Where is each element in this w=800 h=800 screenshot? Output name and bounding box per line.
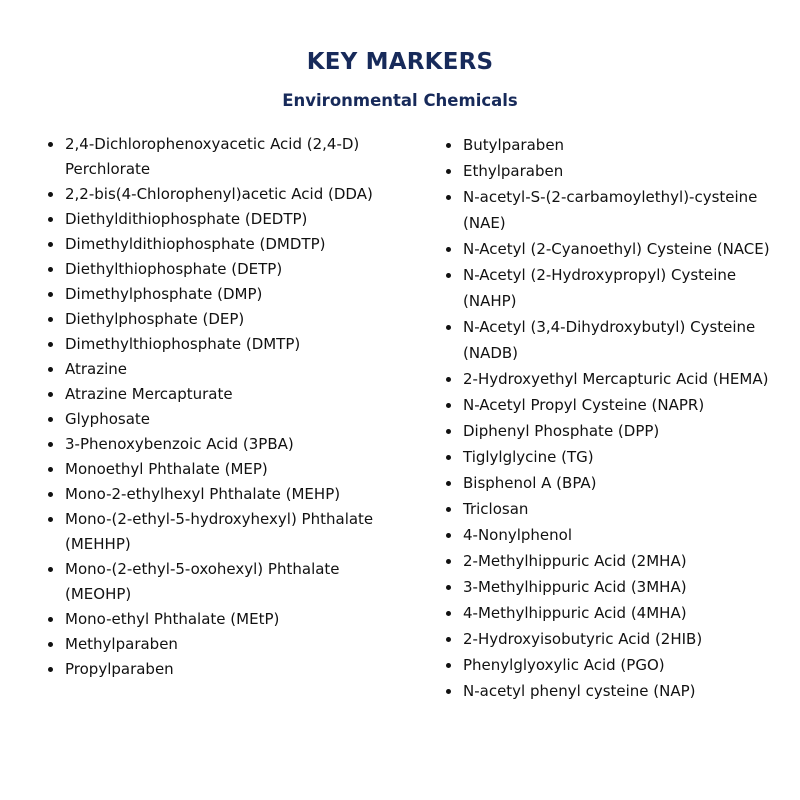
list-item: Bisphenol A (BPA) [444,470,784,496]
list-item: Ethylparaben [444,158,784,184]
list-item: 3-Phenoxybenzoic Acid (3PBA) [46,432,396,457]
list-item: 2,2-bis(4-Chlorophenyl)acetic Acid (DDA) [46,182,396,207]
list-item: Atrazine Mercapturate [46,382,396,407]
list-item: N-Acetyl (3,4-Dihydroxybutyl) Cysteine (NADB) [444,314,784,366]
list-item: Diethylthiophosphate (DETP) [46,257,396,282]
list-item: Methylparaben [46,632,396,657]
list-item: Diphenyl Phosphate (DPP) [444,418,784,444]
list-item: Monoethyl Phthalate (MEP) [46,457,396,482]
list-item: Atrazine [46,357,396,382]
list-item: Mono-ethyl Phthalate (MEtP) [46,607,396,632]
list-item: N-acetyl phenyl cysteine (NAP) [444,678,784,704]
list-item: Glyphosate [46,407,396,432]
list-item: Triclosan [444,496,784,522]
list-item: 2,4-Dichlorophenoxyacetic Acid (2,4-D) Perchlorate [46,132,396,182]
list-item: Propylparaben [46,657,396,682]
list-item: 2-Hydroxyethyl Mercapturic Acid (HEMA) [444,366,784,392]
list-item: N-Acetyl Propyl Cysteine (NAPR) [444,392,784,418]
list-item: 3-Methylhippuric Acid (3MHA) [444,574,784,600]
list-item: Diethyldithiophosphate (DEDTP) [46,207,396,232]
left-marker-list [46,132,396,682]
list-item: Tiglylglycine (TG) [444,444,784,470]
page-subtitle: Environmental Chemicals [282,91,518,110]
list-item: Mono-2-ethylhexyl Phthalate (MEHP) [46,482,396,507]
list-item: N-Acetyl (2-Cyanoethyl) Cysteine (NACE) [444,236,784,262]
list-item: N-acetyl-S-(2-carbamoylethyl)-cysteine (NAE) [444,184,784,236]
right-marker-list [444,132,784,704]
list-item: Dimethylthiophosphate (DMTP) [46,332,396,357]
list-item: N-Acetyl (2-Hydroxypropyl) Cysteine (NAHP) [444,262,784,314]
list-item: Dimethyldithiophosphate (DMDTP) [46,232,396,257]
list-item: Diethylphosphate (DEP) [46,307,396,332]
list-item: Mono-(2-ethyl-5-hydroxyhexyl) Phthalate (MEHHP) [46,507,396,557]
list-item: 4-Methylhippuric Acid (4MHA) [444,600,784,626]
list-item: Dimethylphosphate (DMP) [46,282,396,307]
list-item: 2-Methylhippuric Acid (2MHA) [444,548,784,574]
list-item: Butylparaben [444,132,784,158]
page-title: KEY MARKERS [306,49,494,75]
list-item: Mono-(2-ethyl-5-oxohexyl) Phthalate (MEOHP) [46,557,396,607]
list-item: Phenylglyoxylic Acid (PGO) [444,652,784,678]
list-item: 4-Nonylphenol [444,522,784,548]
list-item: 2-Hydroxyisobutyric Acid (2HIB) [444,626,784,652]
